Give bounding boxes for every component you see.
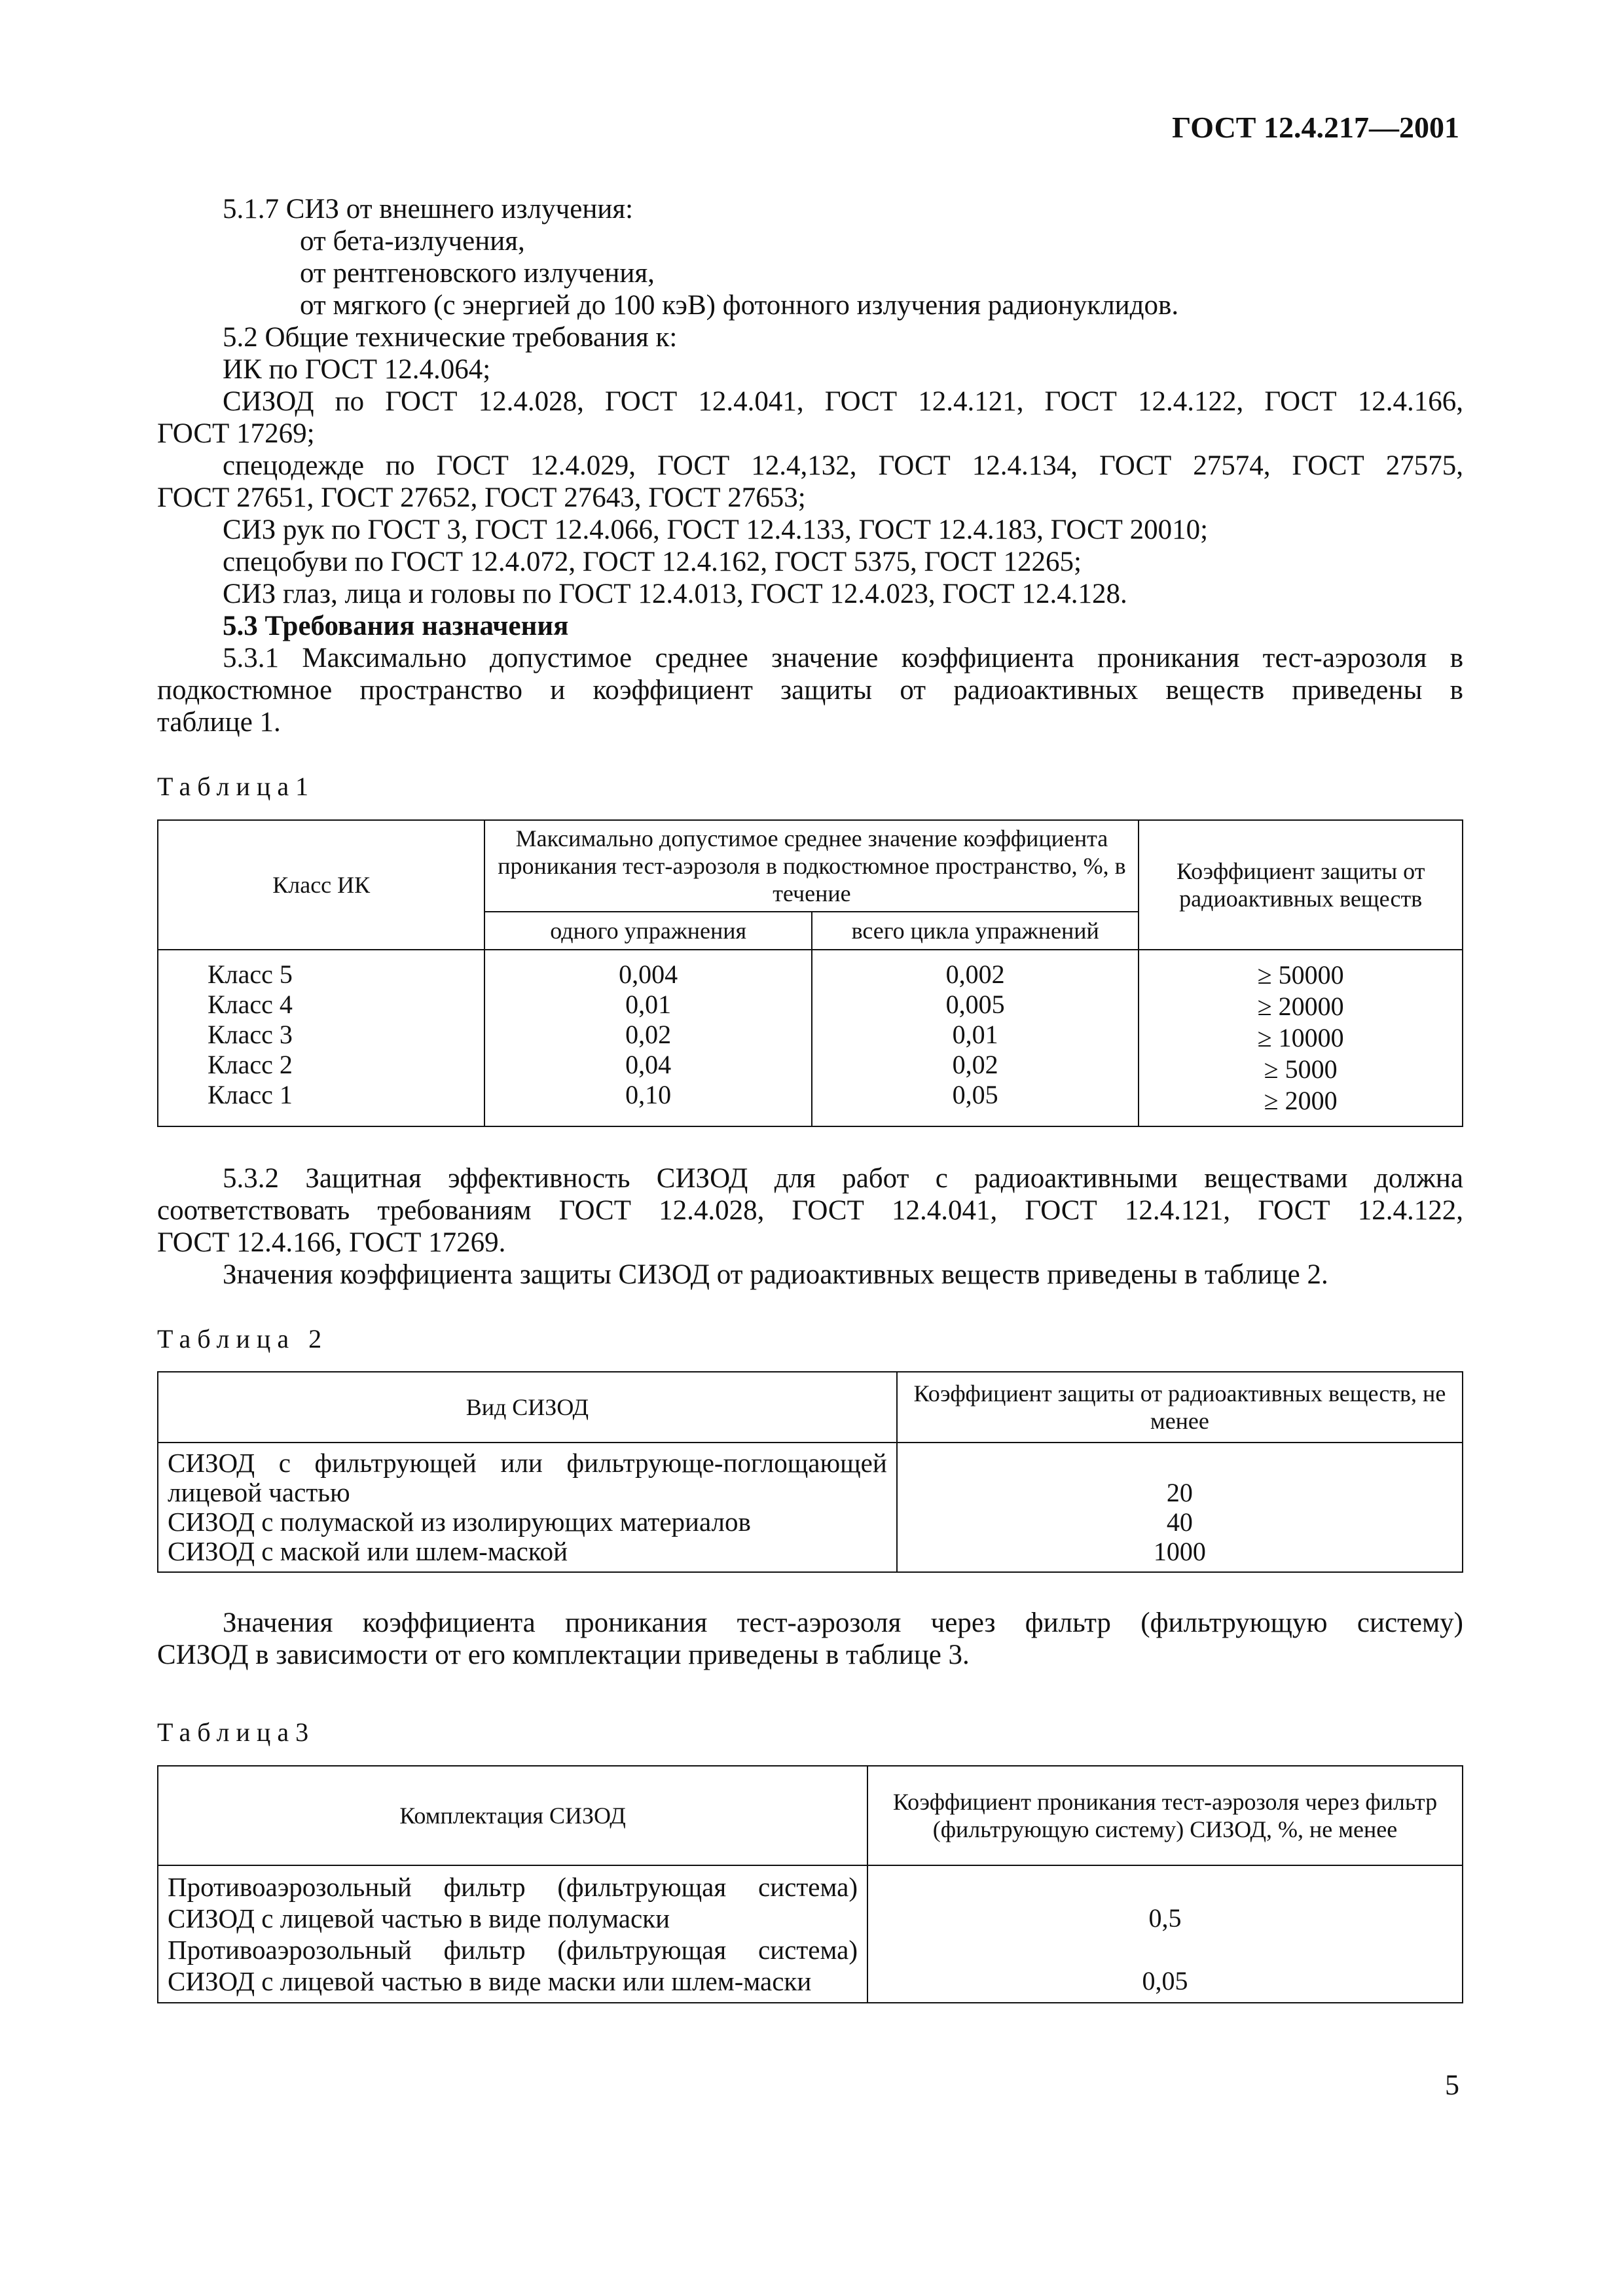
- table-cell: СИЗОД с полумаской из изолирующих материалов: [168, 1507, 751, 1537]
- text-line: Значения коэффициента защиты СИЗОД от радиоактивных веществ приведены в таблице 2.: [223, 1259, 1328, 1290]
- table-cell: 0,04: [625, 1050, 672, 1079]
- table-cell: Класс 4: [208, 990, 293, 1019]
- table-cell: ≥ 50000: [1257, 960, 1344, 990]
- table-1-all-column: [812, 950, 1139, 1126]
- table-cell: ≥ 10000: [1257, 1023, 1344, 1052]
- table-cell: ≥ 5000: [1264, 1054, 1338, 1084]
- table-1-one-column: [484, 950, 811, 1126]
- table-cell: ≥ 2000: [1264, 1086, 1338, 1115]
- table-1-header-all: всего цикла упражнений: [812, 912, 1139, 950]
- table-2-header-coef: Коэффициент защиты от радиоактивных веществ, не менее: [897, 1372, 1463, 1443]
- table-cell: Класс 2: [208, 1050, 293, 1079]
- text-line: ИК по ГОСТ 12.4.064;: [223, 354, 491, 385]
- section-5-1-7-to-5-3-1: [157, 193, 1463, 738]
- text-line: СИЗ глаз, лица и головы по ГОСТ 12.4.013, ГОСТ 12.4.023, ГОСТ 12.4.128.: [223, 579, 1127, 609]
- text-line: 5.2 Общие технические требования к:: [223, 322, 678, 353]
- table-cell: Класс 3: [208, 1020, 293, 1049]
- text-line: ГОСТ 27651, ГОСТ 27652, ГОСТ 27643, ГОСТ 27653;: [157, 482, 806, 513]
- table-cell: 20: [1166, 1478, 1193, 1507]
- table-3-header-coef: Коэффициент проникания тест-аэрозоля через фильтр (фильтрующую систему) СИЗОД, %, не менее: [867, 1766, 1463, 1865]
- table-1: [157, 819, 1463, 1127]
- table-cell: 0,01: [625, 990, 672, 1019]
- table-1-caption: Таблица1: [157, 772, 316, 801]
- table-cell: 0,05: [1142, 1966, 1188, 1996]
- table-cell: лицевой частью: [168, 1477, 350, 1507]
- text-line: от бета-излучения,: [300, 226, 525, 257]
- table-cell: 40: [1166, 1507, 1193, 1537]
- table-cell: 0,005: [945, 990, 1005, 1019]
- table-1-class-column: [158, 950, 484, 1126]
- text-line: от рентгеновского излучения,: [300, 258, 655, 289]
- document-code-header: ГОСТ 12.4.217—2001: [1172, 111, 1459, 144]
- table-2-coef-column: [897, 1443, 1463, 1572]
- text-line: соответствовать требованиям ГОСТ 12.4.028, ГОСТ 12.4.041, ГОСТ 12.4.121, ГОСТ 12.4.122,: [157, 1195, 1463, 1226]
- table-cell: ≥ 20000: [1257, 992, 1344, 1021]
- text-line: СИЗОД в зависимости от его комплектации приведены в таблице 3.: [157, 1640, 970, 1670]
- text-line: СИЗОД по ГОСТ 12.4.028, ГОСТ 12.4.041, ГОСТ 12.4.121, ГОСТ 12.4.122, ГОСТ 12.4.166,: [223, 386, 1463, 417]
- table-2-caption: Таблица 2: [157, 1324, 329, 1354]
- table-cell: 0,10: [625, 1080, 672, 1109]
- table-cell: Противоаэрозольный фильтр (фильтрующая система): [168, 1935, 858, 1965]
- table-cell: 0,05: [952, 1080, 998, 1109]
- table-cell: СИЗОД с лицевой частью в виде полумаски: [168, 1903, 670, 1933]
- table-cell: 0,5: [1148, 1903, 1182, 1933]
- text-line: Значения коэффициента проникания тест-аэрозоля через фильтр (фильтрующую систему): [223, 1607, 1463, 1638]
- table-cell: 0,02: [625, 1020, 672, 1049]
- table-cell: 0,002: [945, 960, 1005, 989]
- table-3-set-column: [158, 1865, 867, 2003]
- table-cell: Класс 5: [208, 960, 293, 989]
- table-3-caption: Таблица3: [157, 1717, 316, 1747]
- section-5-3-2: [157, 1162, 1463, 1291]
- table-1-header-max: Максимально допустимое среднее значение коэффициента проникания тест-аэрозоля в подкостюмное пространство, %, в течение: [484, 820, 1139, 912]
- table-cell: 0,004: [619, 960, 678, 989]
- text-line: спецодежде по ГОСТ 12.4.029, ГОСТ 12.4,132, ГОСТ 12.4.134, ГОСТ 27574, ГОСТ 27575,: [223, 450, 1463, 481]
- table-1-header-one: одного упражнения: [484, 912, 811, 950]
- table-2: [157, 1371, 1463, 1573]
- table-2-type-column: [158, 1443, 897, 1572]
- table-cell: 0,02: [952, 1050, 998, 1079]
- table-cell: Класс 1: [208, 1080, 293, 1109]
- table-cell: СИЗОД с лицевой частью в виде маски или шлем-маски: [168, 1966, 812, 1996]
- table-1-coef-column: [1139, 950, 1463, 1126]
- text-line: ГОСТ 17269;: [157, 418, 315, 449]
- table-1-header-class: Класс ИК: [158, 820, 484, 950]
- text-line: подкостюмное пространство и коэффициент защиты от радиоактивных веществ приведены в: [157, 675, 1463, 706]
- section-heading: 5.3 Требования назначения: [223, 611, 569, 641]
- text-line: 5.1.7 СИЗ от внешнего излучения:: [223, 194, 634, 224]
- table-cell: СИЗОД с фильтрующей или фильтрующе-поглощающей: [168, 1448, 887, 1478]
- text-line: 5.3.1 Максимально допустимое среднее значение коэффициента проникания тест-аэрозоля в: [223, 643, 1463, 673]
- text-line: 5.3.2 Защитная эффективность СИЗОД для работ с радиоактивными веществами должна: [223, 1163, 1463, 1194]
- table-3-intro: [157, 1607, 1463, 1671]
- text-line: СИЗ рук по ГОСТ 3, ГОСТ 12.4.066, ГОСТ 12.4.133, ГОСТ 12.4.183, ГОСТ 20010;: [223, 514, 1209, 545]
- table-cell: Противоаэрозольный фильтр (фильтрующая система): [168, 1872, 858, 1902]
- text-line: от мягкого (с энергией до 100 кэВ) фотонного излучения радионуклидов.: [300, 290, 1179, 321]
- text-line: спецобуви по ГОСТ 12.4.072, ГОСТ 12.4.162, ГОСТ 5375, ГОСТ 12265;: [223, 547, 1082, 577]
- table-3-header-set: Комплектация СИЗОД: [158, 1766, 867, 1865]
- text-line: ГОСТ 12.4.166, ГОСТ 17269.: [157, 1227, 506, 1258]
- table-cell: СИЗОД с маской или шлем-маской: [168, 1536, 568, 1566]
- table-3: [157, 1765, 1463, 2003]
- table-2-header-type: Вид СИЗОД: [158, 1372, 897, 1443]
- table-3-coef-column: [867, 1865, 1463, 2003]
- text-line: таблице 1.: [157, 707, 281, 738]
- table-cell: 1000: [1153, 1537, 1206, 1566]
- table-1-header-coef: Коэффициент защиты от радиоактивных веществ: [1139, 820, 1463, 950]
- table-cell: 0,01: [952, 1020, 998, 1049]
- page-number: 5: [1445, 2069, 1459, 2101]
